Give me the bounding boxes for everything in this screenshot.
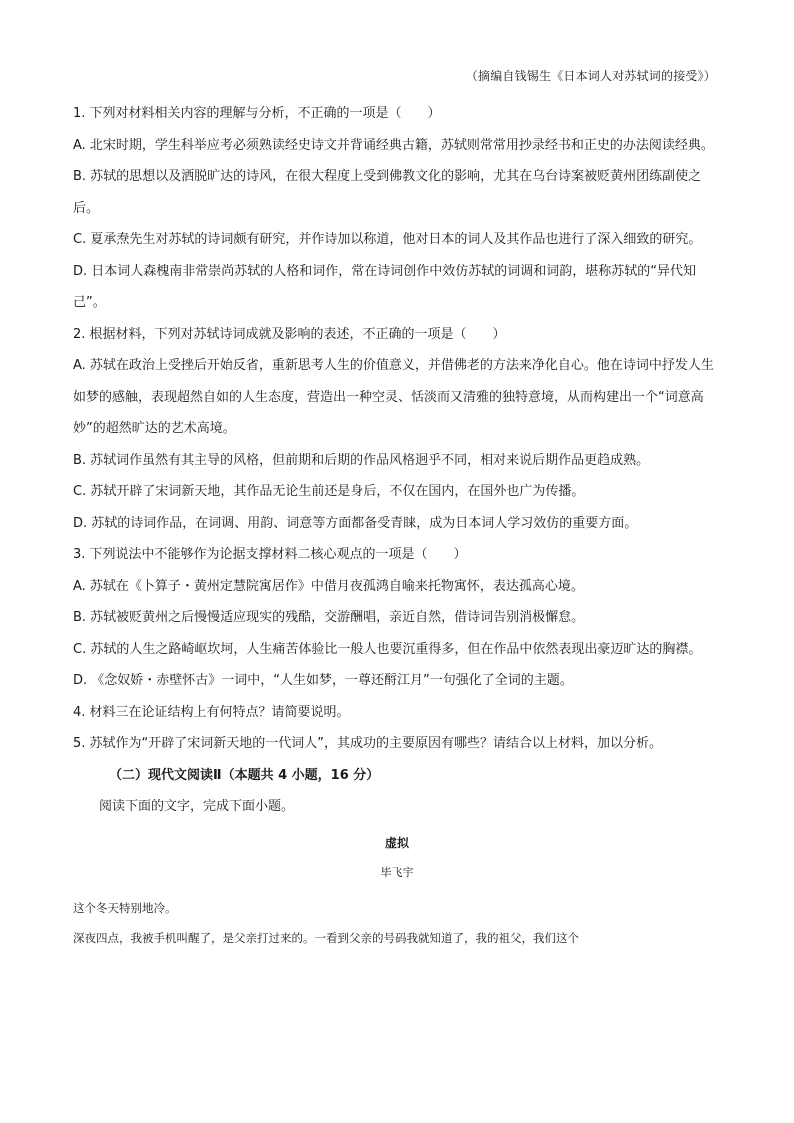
question-1-option-a: A. 北宋时期，学生科举应考必须熟读经史诗文并背诵经典古籍，苏轼则常常用抄录经书和正史的办法阅读经典。	[73, 137, 714, 153]
question-2-option-b: B. 苏轼词作虽然有其主导的风格，但前期和后期的作品风格迥乎不同，相对来说后期作品更趋成熟。	[73, 452, 650, 468]
question-3-option-a: A. 苏轼在《卜算子・黄州定慧院寓居作》中借月夜孤鸿自喻来托物寓怀，表达孤高心境。	[73, 578, 584, 594]
source-citation: （摘编自钱锡生《日本词人对苏轼词的接受》）	[465, 69, 716, 83]
section-heading: （二）现代文阅读Ⅱ（本题共 4 小题，16 分）	[109, 767, 380, 783]
question-1-option-b: B. 苏轼的思想以及洒脱旷达的诗风，在很大程度上受到佛教文化的影响，尤其在乌台诗案被贬黄州团练副使之后。	[73, 169, 702, 216]
question-2-stem: 2. 根据材料，下列对苏轼诗词成就及影响的表述，不正确的一项是（ ）	[73, 326, 506, 342]
question-1-option-c: C. 夏承焘先生对苏轼的诗词颇有研究，并作诗加以称道，他对日本的词人及其作品也进行了深入细致的研究。	[73, 232, 702, 247]
question-4: 4. 材料三在论证结构上有何特点？请简要说明。	[73, 704, 350, 720]
page-content	[73, 98, 721, 953]
story-title: 虚拟	[384, 835, 409, 850]
question-5: 5. 苏轼作为“开辟了宋词新天地的一代词人”，其成功的主要原因有哪些？请结合以上材料，加以分析。	[73, 736, 663, 751]
question-2-option-a: A. 苏轼在政治上受挫后开始反省，重新思考人生的价值意义，并借佛老的方法来净化自心。他在诗词中抒发人生如梦的感触，表现超然自如的人生态度，营造出一种空灵、恬淡而又清雅的独特意境，从而构建出一个“词意高妙”的超然旷达的艺术高境。	[73, 358, 714, 436]
story-paragraph: 深夜四点，我被手机叫醒了，是父亲打过来的。一看到父亲的号码我就知道了，我的祖父，我们这个	[73, 930, 579, 945]
question-3-option-c: C. 苏轼的人生之路崎岖坎坷，人生痛苦体验比一般人也要沉重得多，但在作品中依然表现出豪迈旷达的胸襟。	[73, 641, 702, 657]
story-paragraph: 这个冬天特别地冷。	[73, 900, 177, 915]
question-2-option-c: C. 苏轼开辟了宋词新天地，其作品无论生前还是身后，不仅在国内，在国外也广为传播。	[73, 484, 585, 499]
question-3-option-d: D. 《念奴娇・赤壁怀古》一词中，“人生如梦，一尊还酹江月”一句强化了全词的主题。	[73, 673, 573, 688]
question-3-stem: 3. 下列说法中不能够作为论据支撑材料二核心观点的一项是（ ）	[73, 547, 467, 562]
reading-instruction: 阅读下面的文字，完成下面小题。	[99, 798, 295, 814]
question-1-stem: 1. 下列对材料相关内容的理解与分析，不正确的一项是（ ）	[73, 106, 441, 121]
question-2-option-d: D. 苏轼的诗词作品，在词调、用韵、词意等方面都备受青睐，成为日本词人学习效仿的重要方面。	[73, 515, 638, 531]
question-3-option-b: B. 苏轼被贬黄州之后慢慢适应现实的残酷，交游酬唱，亲近自然，借诗词告别消极懈怠。	[73, 610, 585, 625]
story-author: 毕飞宇	[380, 865, 414, 879]
question-1-option-d: D. 日本词人森槐南非常崇尚苏轼的人格和词作，常在诗词创作中效仿苏轼的词调和词韵，堪称苏轼的“异代知己”。	[73, 263, 697, 310]
